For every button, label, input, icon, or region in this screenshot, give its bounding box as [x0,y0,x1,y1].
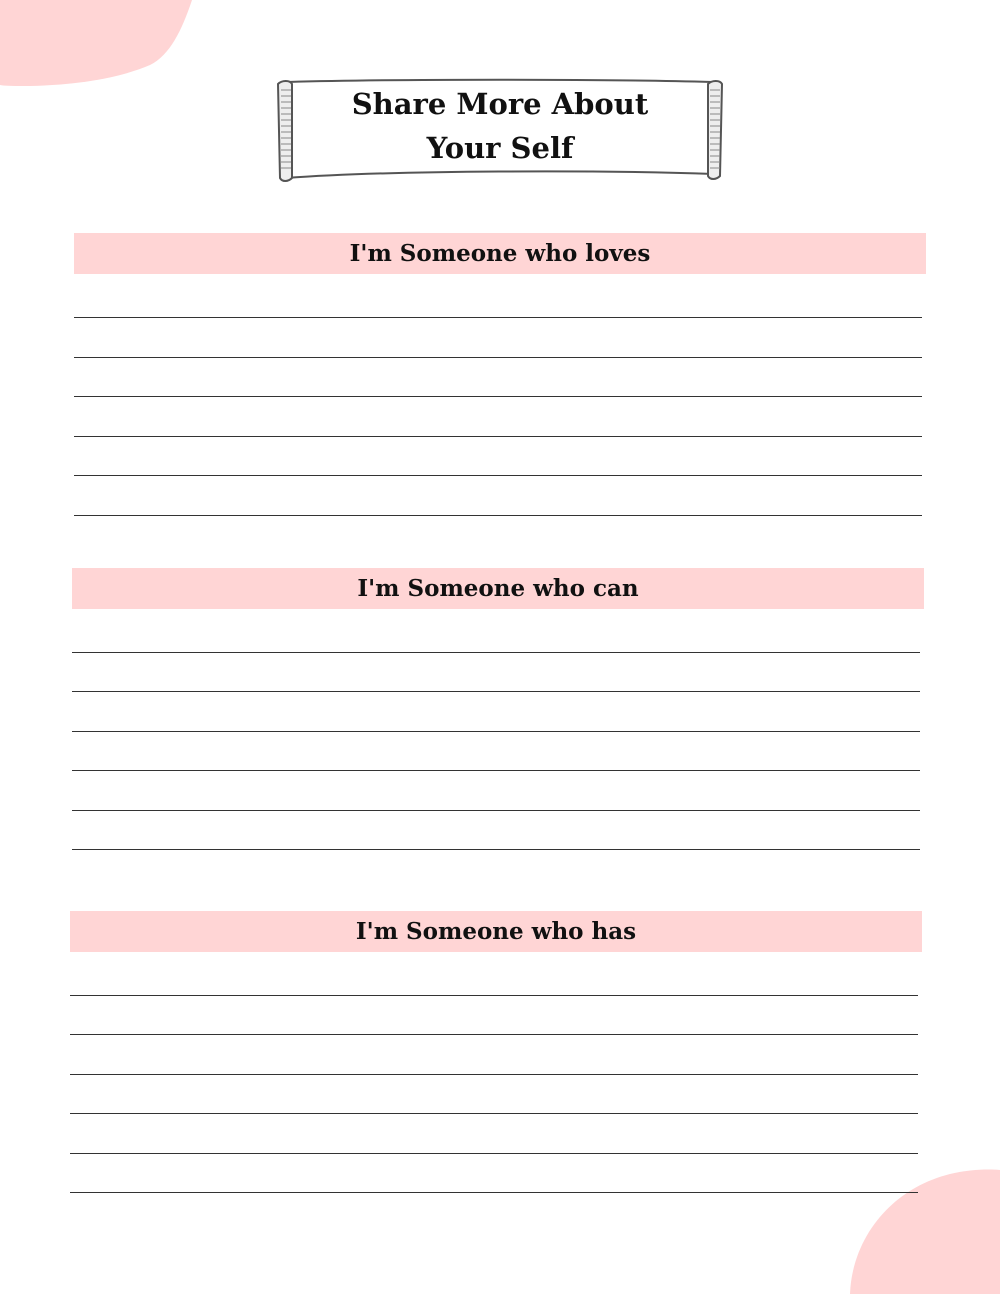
writing-line[interactable] [70,995,918,996]
section-heading: I'm Someone who has [70,911,922,952]
writing-line[interactable] [74,436,922,437]
writing-line[interactable] [72,652,920,653]
writing-line[interactable] [74,475,922,476]
writing-line[interactable] [72,691,920,692]
writing-line[interactable] [70,1192,918,1193]
writing-line[interactable] [74,317,922,318]
writing-line[interactable] [72,810,920,811]
pink-blob-decoration [0,0,200,90]
writing-lines [74,274,926,524]
writing-lines [72,609,924,859]
section-loves [74,233,926,524]
writing-line[interactable] [70,1113,918,1114]
writing-line[interactable] [72,731,920,732]
section-can [72,568,924,859]
writing-line[interactable] [70,1153,918,1154]
section-heading: I'm Someone who can [72,568,924,609]
writing-line[interactable] [74,515,922,516]
writing-line[interactable] [72,849,920,850]
writing-line[interactable] [74,357,922,358]
writing-line[interactable] [70,1034,918,1035]
page-title: Share More About Your Self [351,87,649,165]
title-banner [274,76,726,184]
writing-line[interactable] [70,1074,918,1075]
section-heading: I'm Someone who loves [74,233,926,274]
writing-lines [70,952,922,1202]
section-has [70,911,922,1202]
writing-line[interactable] [74,396,922,397]
writing-line[interactable] [72,770,920,771]
